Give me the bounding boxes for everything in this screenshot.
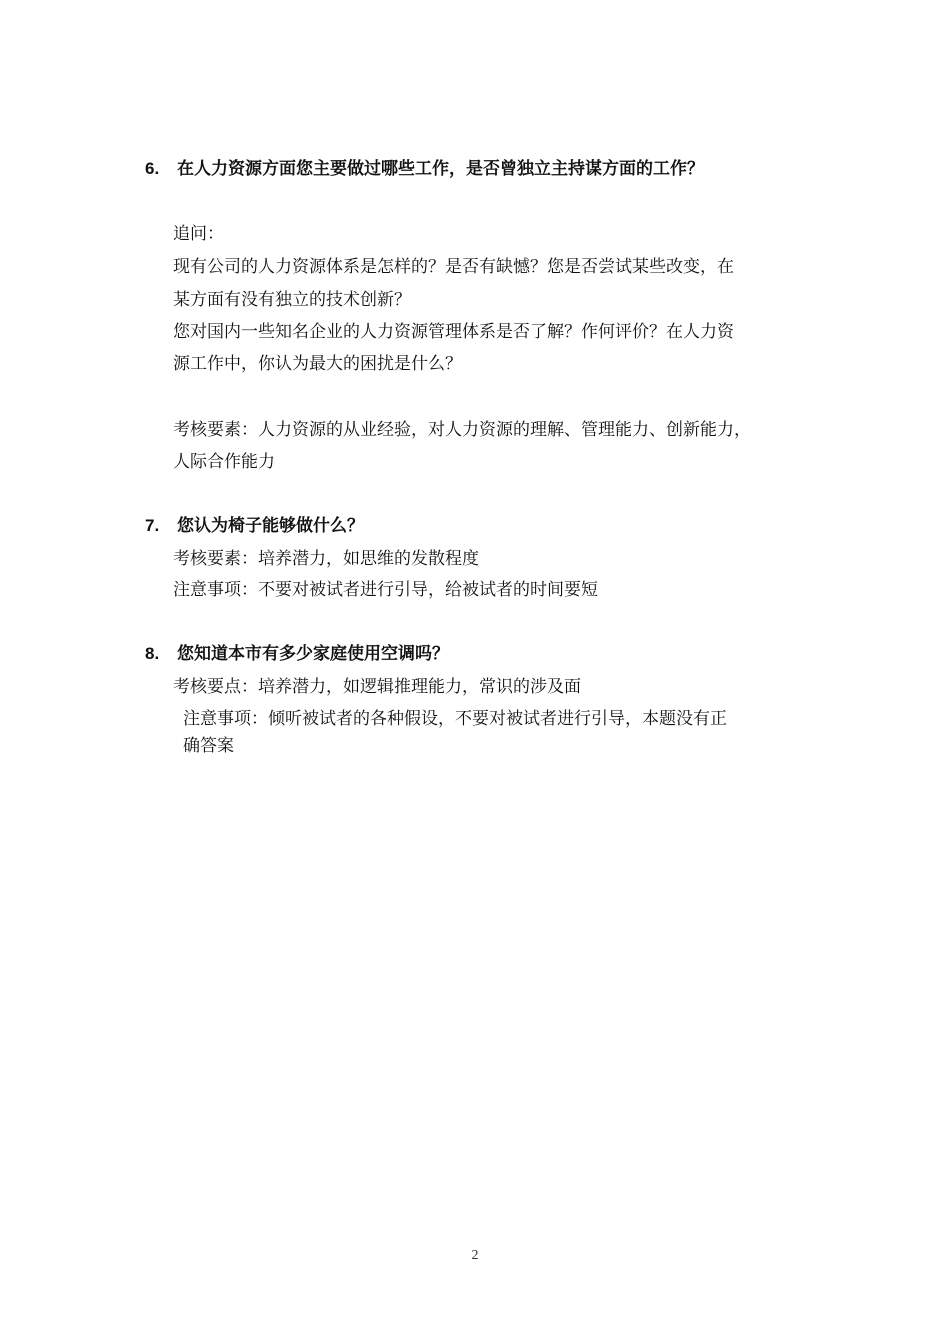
question-6-assessment-line-1: 考核要素：人力资源的从业经验，对人力资源的理解、管理能力、创新能力， <box>173 420 751 440</box>
question-7-title: 您认为椅子能够做什么？ <box>177 516 364 535</box>
page-number: 2 <box>471 1248 479 1263</box>
question-8-assessment: 考核要点：培养潜力，如逻辑推理能力，常识的涉及面 <box>173 677 581 697</box>
question-6-title: 在人力资源方面您主要做过哪些工作，是否曾独立主持谋方面的工作？ <box>177 159 704 178</box>
question-6-followup-label: 追问： <box>173 224 224 244</box>
question-8-title: 您知道本市有多少家庭使用空调吗？ <box>177 644 449 663</box>
question-7-number: 7. <box>145 516 160 535</box>
question-6-followup-line-2: 某方面有没有独立的技术创新？ <box>173 290 411 310</box>
question-6-number: 6. <box>145 159 160 178</box>
question-8-notes-line-1: 注意事项：倾听被试者的各种假设，不要对被试者进行引导，本题没有正 <box>183 709 727 729</box>
question-6-followup-line-4: 源工作中，你认为最大的困扰是什么？ <box>173 354 462 374</box>
question-7-heading <box>145 515 364 537</box>
question-7-assessment: 考核要素：培养潜力，如思维的发散程度 <box>173 549 479 569</box>
question-8-number: 8. <box>145 644 160 663</box>
question-8-notes-line-2: 确答案 <box>183 736 234 756</box>
question-7-notes: 注意事项：不要对被试者进行引导，给被试者的时间要短 <box>173 580 598 600</box>
question-6-heading <box>145 158 704 180</box>
question-6-followup-line-3: 您对国内一些知名企业的人力资源管理体系是否了解？作何评价？在人力资 <box>173 322 734 342</box>
question-6-assessment-line-2: 人际合作能力 <box>173 452 275 472</box>
question-6-followup-line-1: 现有公司的人力资源体系是怎样的？是否有缺憾？您是否尝试某些改变，在 <box>173 257 734 277</box>
question-8-heading <box>145 643 449 665</box>
